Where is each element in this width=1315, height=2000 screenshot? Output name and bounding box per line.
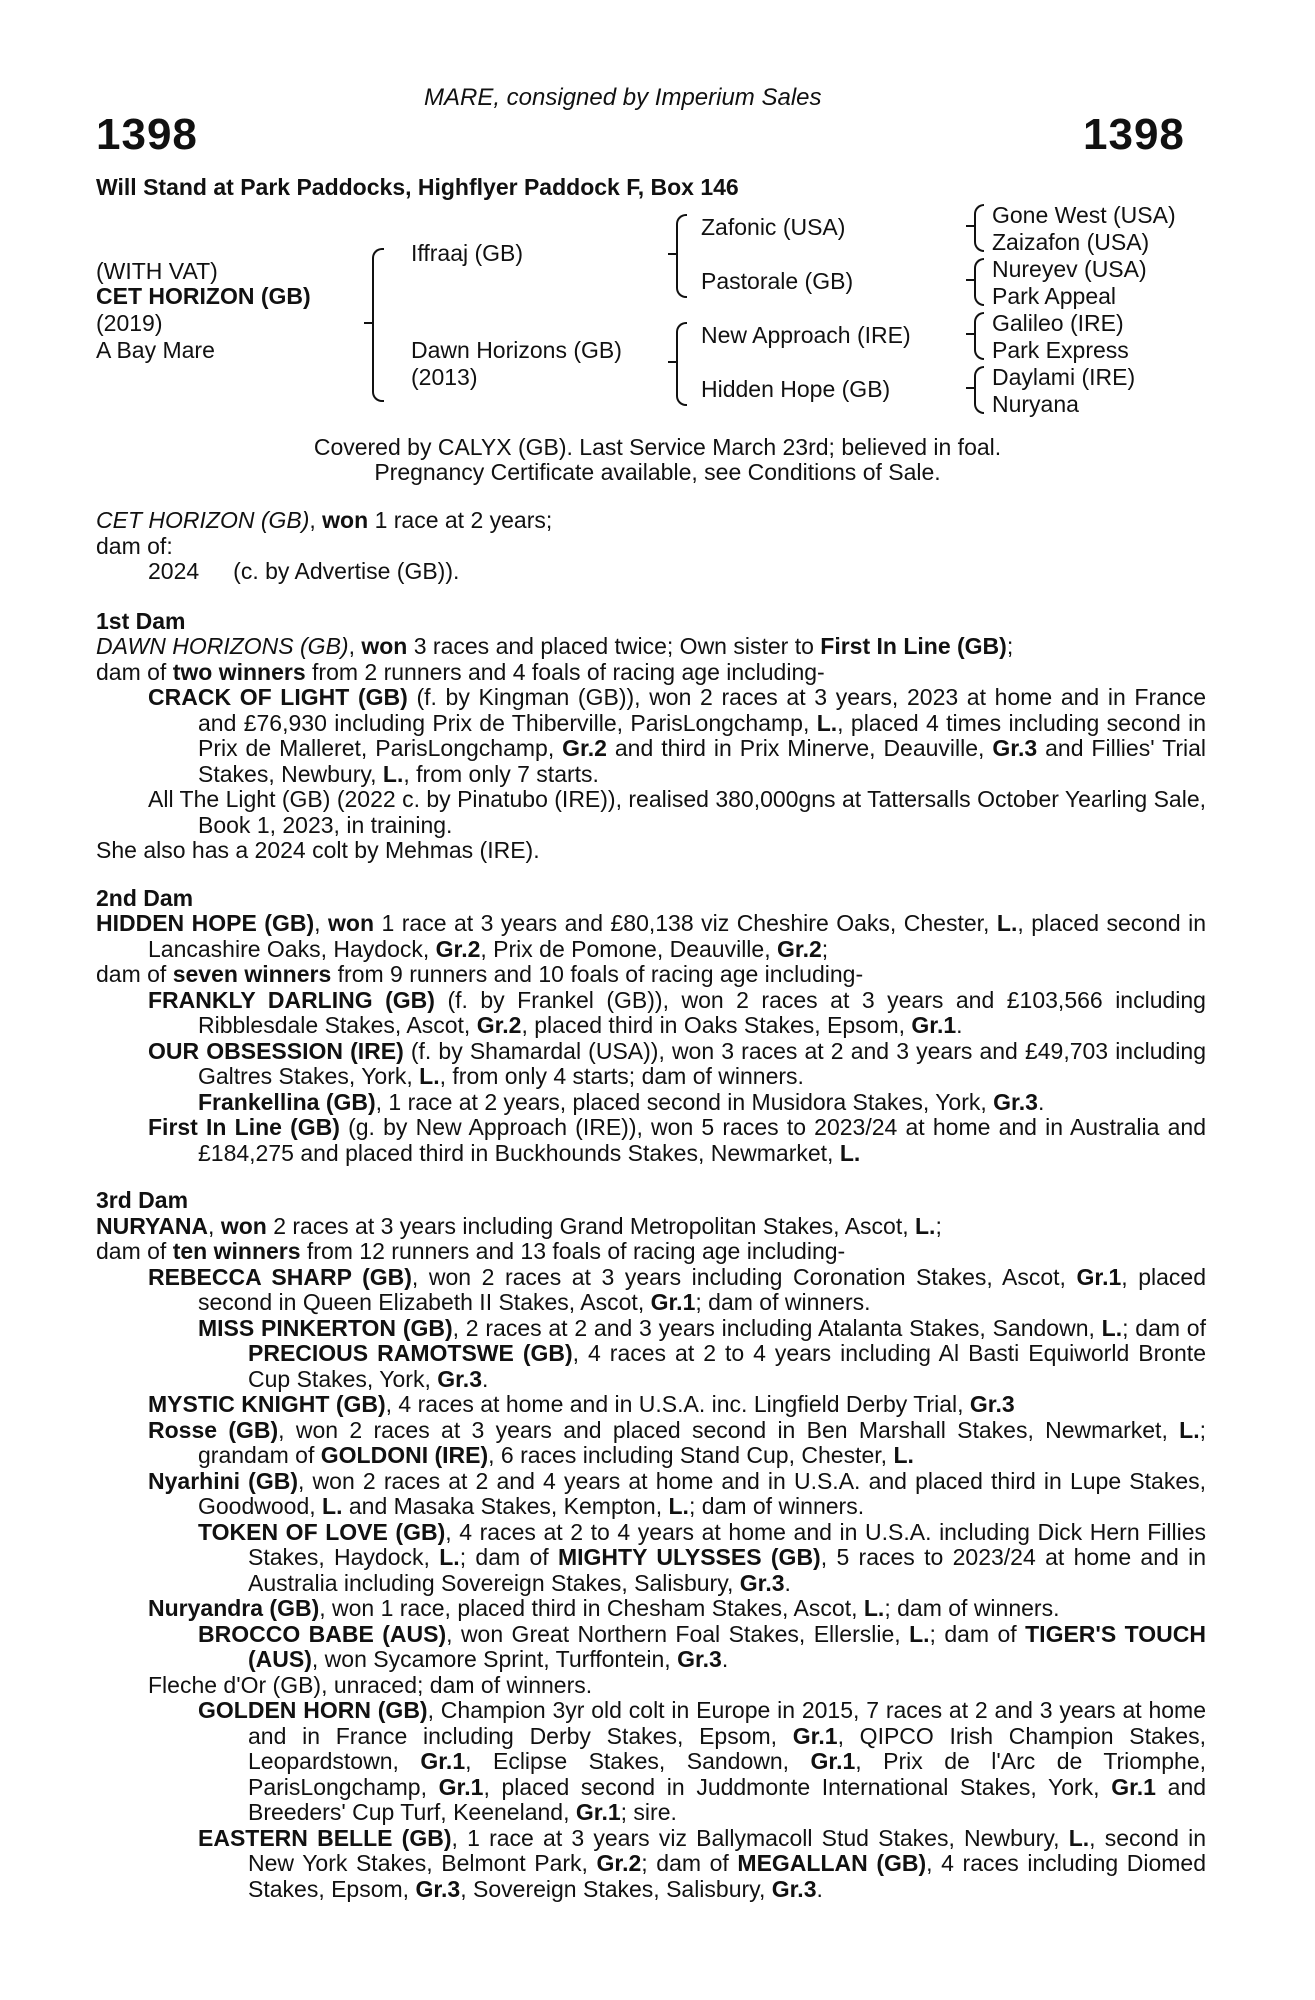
e1-l1: L.: [816, 709, 838, 736]
ddd: Nuryana: [992, 391, 1079, 417]
r7-t1: , won 1 race, placed third in Chesham Stakes, Ascot,: [319, 1595, 858, 1621]
r5-name: Nyarhini (GB): [148, 1467, 298, 1494]
covered-line-2: Pregnancy Certificate available, see Conditions of Sale.: [374, 459, 941, 485]
first-dam-runners: from 2 runners and 4 foals of racing age including-: [312, 658, 825, 685]
r8-l: L.: [909, 1620, 930, 1647]
r12-name: EASTERN BELLE (GB): [198, 1824, 452, 1851]
r5-t1: , won 2 races at 2 and 4 years at home and in U.S.A. and placed third in Lupe Stakes, Goodwood,: [198, 1467, 1207, 1519]
r9-t1: , won Sycamore Sprint, Turffontein,: [311, 1646, 671, 1672]
r3-g: Gr.3: [969, 1391, 1015, 1417]
r2-t2: ; dam of: [1122, 1314, 1206, 1341]
dds: Daylami (IRE): [992, 364, 1136, 390]
f1-name: FRANKLY DARLING (GB): [148, 986, 435, 1013]
brace-gen1-point: [364, 322, 372, 324]
r6-t3: , 5 races to 2023/24 at home and in Australia including Sovereign Stakes, Salisbury,: [248, 1544, 1207, 1596]
r12-t5: , Sovereign Stakes, Salisbury,: [460, 1875, 766, 1902]
d3-l1: L.: [915, 1212, 936, 1239]
d2-db: seven winners: [172, 961, 332, 987]
e1-g2: Gr.3: [992, 735, 1038, 761]
f3-g: Gr.3: [993, 1088, 1038, 1115]
f4-t1: (g. by New Approach (IRE)), won 5 races to 2023/24 at home and in Australia and £184,275 and placed third in Buckhounds Stakes, Newmarket,: [198, 1114, 1206, 1166]
dss: Galileo (IRE): [992, 310, 1124, 336]
r6-t1: , 4 races at 2 to 4 years at home and in U.S.A. including Dick Hern Fillies Stakes, Haydock,: [248, 1518, 1207, 1570]
d3-da: dam of: [96, 1238, 167, 1264]
r3-name: MYSTIC KNIGHT (GB): [148, 1391, 386, 1417]
f2-l: L.: [419, 1063, 440, 1089]
brace-gen1: [372, 248, 384, 402]
r2-prog: PRECIOUS RAMOTSWE (GB): [248, 1340, 573, 1366]
rebecca-sharp-entry: [96, 1265, 1206, 1316]
r5-l2: L.: [668, 1493, 689, 1519]
r11-t2: , QIPCO Irish Champion Stakes, Leopardstown,: [248, 1722, 1206, 1774]
d2-t4: ;: [821, 935, 829, 962]
brace-gen2-dam: [676, 322, 687, 406]
r11-g4: Gr.1: [438, 1773, 484, 1800]
r7-t2: ; dam of winners.: [884, 1595, 1060, 1621]
r9-t2: .: [721, 1646, 729, 1672]
lot-number-right: 1398: [1083, 110, 1185, 159]
r2-l: L.: [1101, 1314, 1123, 1341]
r9-name: TIGER'S TOUCH (AUS): [248, 1620, 1206, 1672]
r12-g2: Gr.3: [415, 1875, 461, 1902]
frankly-darling-entry: [96, 988, 1206, 1039]
first-dam-line2: [96, 660, 1206, 686]
brace-gen3-1-point: [966, 225, 974, 227]
d2-dc: from 9 runners and 10 foals of racing age including-: [337, 961, 864, 987]
first-dam-won: won: [361, 633, 408, 659]
r4-name: Rosse (GB): [148, 1416, 279, 1443]
r4-l2: L.: [893, 1442, 914, 1468]
horse-name: CET HORIZON (GB): [96, 283, 311, 309]
d2-da: dam of: [96, 961, 167, 987]
crack-of-light-entry: [96, 685, 1206, 787]
f2-t2: , from only 4 starts; dam of winners.: [439, 1063, 804, 1089]
third-dam-record: NURYANA, won 2 races at 3 years including Grand Metropolitan Stakes, Ascot, L.;: [96, 1212, 942, 1239]
dsd: Park Express: [992, 337, 1129, 363]
r2-t1: , 2 races at 2 and 3 years including Atalanta Stakes, Sandown,: [452, 1314, 1095, 1341]
brace-gen3-2-point: [966, 279, 974, 281]
produce-dam-of: dam of:: [96, 532, 173, 559]
crack-of-light-name: CRACK OF LIGHT (GB): [148, 684, 408, 710]
first-dam-title: 1st Dam: [96, 607, 186, 634]
third-dam-won: won: [220, 1212, 267, 1239]
third-dam-name: NURYANA: [96, 1212, 209, 1239]
d2-l1: L.: [996, 910, 1018, 936]
e1-g1: Gr.2: [562, 735, 607, 761]
all-the-light-entry: All The Light (GB) (2022 c. by Pinatubo (IRE)), realised 380,000gns at Tattersalls October Yearling Sale, Book 1, 2023, in training.: [148, 786, 1206, 838]
f1-t1: (f. by Frankel (GB)), won 2 races at 3 years and £103,566 including Ribblesdale Stakes, Ascot,: [198, 986, 1206, 1038]
sss: Gone West (USA): [992, 202, 1176, 228]
third-dam-damof: [96, 1239, 1206, 1265]
r8-t2: ; dam of: [929, 1620, 1017, 1647]
r11-name: GOLDEN HORN (GB): [198, 1697, 428, 1723]
f1-g1: Gr.2: [476, 1012, 522, 1038]
d3-dc: from 12 runners and 13 foals of racing age including-: [306, 1238, 846, 1264]
token-of-love-entry: [96, 1520, 1206, 1597]
sire-sire: Zafonic (USA): [701, 214, 846, 240]
e1-t5: , from only 7 starts.: [403, 760, 599, 787]
r1-g2: Gr.1: [650, 1289, 696, 1315]
e1-l2: L.: [382, 760, 404, 787]
d2-g2: Gr.2: [777, 935, 822, 962]
dam: Dawn Horizons (GB): [411, 337, 622, 363]
vat-label: (WITH VAT): [96, 258, 218, 284]
f4-l: L.: [839, 1139, 861, 1166]
our-obsession-entry: [96, 1039, 1206, 1090]
first-in-line-entry: [96, 1115, 1206, 1166]
r6-prog: MIGHTY ULYSSES (GB): [557, 1544, 821, 1570]
brace-gen3-4: [974, 366, 984, 414]
r4-t2: ; grandam of: [198, 1416, 1207, 1468]
r4-prog: GOLDONI (IRE): [320, 1442, 489, 1468]
mystic-knight-entry: [96, 1392, 1206, 1418]
dam-sire: New Approach (IRE): [701, 322, 911, 348]
consignor-line: MARE, consigned by Imperium Sales: [424, 84, 822, 111]
first-dam-damof: dam of: [96, 658, 167, 685]
r6-l: L.: [439, 1544, 460, 1570]
miss-pinkerton-entry: [96, 1316, 1206, 1393]
brace-gen2-sire: [676, 214, 687, 298]
third-dam-title: 3rd Dam: [96, 1187, 189, 1213]
brace-gen3-2: [974, 258, 984, 306]
f1-g2: Gr.1: [911, 1012, 957, 1038]
second-dam-name: HIDDEN HOPE (GB): [96, 910, 315, 936]
d3-db: ten winners: [172, 1238, 301, 1264]
sds: Nureyev (USA): [992, 256, 1147, 282]
nyarhini-entry: [96, 1469, 1206, 1520]
sdd: Park Appeal: [992, 283, 1117, 309]
f3-t2: .: [1037, 1088, 1045, 1115]
e1-t3: and third in Prix Minerve, Deauville,: [614, 735, 985, 761]
rosse-entry: [96, 1418, 1206, 1469]
r12-t1: , 1 race at 3 years viz Ballymacoll Stud Stakes, Newbury,: [451, 1824, 1060, 1851]
produce-record: CET HORIZON (GB), won 1 race at 2 years;: [96, 507, 553, 533]
r3-t1: , 4 races at home and in U.S.A. inc. Lingfield Derby Trial,: [385, 1391, 964, 1417]
produce-foal-text: (c. by Advertise (GB)).: [233, 558, 460, 584]
d2-t3: , Prix de Pomone, Deauville,: [480, 935, 771, 962]
nuryandra-entry: [96, 1596, 1206, 1622]
r12-prog: MEGALLAN (GB): [737, 1850, 927, 1876]
r7-name: Nuryandra (GB): [148, 1595, 320, 1621]
first-dam-sister: First In Line (GB): [820, 633, 1007, 659]
r5-l1: L.: [322, 1493, 343, 1519]
r2-g: Gr.3: [437, 1365, 482, 1392]
r1-t1: , won 2 races at 3 years including Coronation Stakes, Ascot,: [411, 1263, 1066, 1290]
first-dam-text: 3 races and placed twice; Own sister to: [413, 633, 814, 659]
second-dam-won: won: [328, 910, 375, 936]
produce-name: CET HORIZON (GB): [96, 507, 310, 533]
dam-year: (2013): [411, 364, 478, 390]
f3-name: Frankellina (GB): [198, 1088, 376, 1115]
ssd: Zaizafon (USA): [992, 229, 1150, 255]
d2-g1: Gr.2: [435, 935, 481, 962]
lot-number-left: 1398: [96, 110, 198, 159]
d3-t2: ;: [935, 1212, 942, 1239]
brace-gen3-3: [974, 312, 984, 360]
brace-gen3-4-point: [966, 387, 974, 389]
r7-l: L.: [863, 1595, 885, 1621]
dam-dam: Hidden Hope (GB): [701, 376, 891, 402]
sire-dam: Pastorale (GB): [701, 268, 854, 294]
f1-t2: , placed third in Oaks Stakes, Epsom,: [521, 1012, 905, 1038]
d3-t1: 2 races at 3 years including Grand Metropolitan Stakes, Ascot,: [273, 1212, 909, 1239]
d2-t1: 1 race at 3 years and £80,138 viz Cheshire Oaks, Chester,: [381, 910, 990, 936]
f1-t3: .: [956, 1012, 963, 1038]
r4-t1: , won 2 races at 3 years and placed second in Ben Marshall Stakes, Newmarket,: [278, 1416, 1168, 1443]
r9-g: Gr.3: [677, 1646, 722, 1672]
r1-g1: Gr.1: [1076, 1263, 1122, 1290]
sire: Iffraaj (GB): [411, 240, 524, 266]
r6-g: Gr.3: [739, 1569, 785, 1596]
r11-t7: ; sire.: [620, 1799, 677, 1825]
f3-t1: , 1 race at 2 years, placed second in Musidora Stakes, York,: [375, 1088, 987, 1115]
r12-t3: ; dam of: [641, 1850, 729, 1876]
d2-t2: , placed second in Lancashire Oaks, Haydock,: [148, 910, 1207, 962]
f4-name: First In Line (GB): [148, 1114, 340, 1140]
first-dam-name: DAWN HORIZONS (GB): [96, 633, 349, 659]
f2-name: OUR OBSESSION (IRE): [148, 1037, 404, 1064]
horse-year: (2019): [96, 310, 163, 336]
eastern-belle-entry: [96, 1826, 1206, 1903]
brace-gen3-1: [974, 204, 984, 252]
golden-horn-entry: [96, 1698, 1206, 1826]
second-dam-record: HIDDEN HOPE (GB), won 1 race at 3 years and £80,138 viz Cheshire Oaks, Chester, L., placed second in Lancashire Oaks, Haydock, Gr.2, Prix de Pomone, Deauville, Gr.2;: [96, 910, 1207, 962]
r1-t3: ; dam of winners.: [695, 1289, 871, 1315]
brace-gen2-sire-point: [668, 253, 676, 255]
produce-foal-year: 2024: [148, 558, 200, 584]
frankellina-entry: [96, 1090, 1206, 1116]
brace-gen2-dam-point: [668, 361, 676, 363]
r12-l: L.: [1068, 1824, 1090, 1851]
second-dam-title: 2nd Dam: [96, 884, 194, 911]
r8-name: BROCCO BABE (AUS): [198, 1620, 447, 1647]
f2-t1: (f. by Shamardal (USA)), won 3 races at 2 and 3 years and £49,703 including Galtres Stakes, York,: [198, 1037, 1206, 1089]
r8-t1: , won Great Northern Foal Stakes, Ellerslie,: [446, 1620, 901, 1647]
r11-t4: , Prix de l'Arc de Triomphe, ParisLongchamp,: [248, 1748, 1207, 1800]
r11-g6: Gr.1: [575, 1799, 621, 1825]
r12-t2: , second in New York Stakes, Belmont Park,: [248, 1824, 1207, 1876]
first-dam-end: ;: [1006, 633, 1014, 659]
r11-g5: Gr.1: [1111, 1773, 1156, 1800]
r4-t3: , 6 races including Stand Cup, Chester,: [488, 1442, 888, 1468]
r12-g3: Gr.3: [771, 1875, 817, 1902]
covered-line-1: Covered by CALYX (GB). Last Service March 23rd; believed in foal.: [313, 434, 1002, 460]
r2-t4: .: [482, 1365, 489, 1392]
r12-t6: .: [816, 1875, 823, 1902]
horse-description: A Bay Mare: [96, 337, 215, 363]
r11-t6: and Breeders' Cup Turf, Keeneland,: [248, 1773, 1207, 1825]
r1-t2: , placed second in Queen Elizabeth II Stakes, Ascot,: [198, 1263, 1207, 1315]
r12-t4: , 4 races including Diomed Stakes, Epsom,: [248, 1850, 1207, 1902]
r11-t1: , Champion 3yr old colt in Europe in 2015, 7 races at 2 and 3 years at home and in France including Derby Stakes, Epsom,: [248, 1697, 1206, 1749]
r11-g3: Gr.1: [810, 1748, 856, 1774]
r6-name: TOKEN OF LOVE (GB): [198, 1518, 446, 1545]
produce-foal: [96, 559, 1206, 585]
produce-won: won: [322, 507, 369, 533]
e1-t2: , placed 4 times including second in Prix de Malleret, ParisLongchamp,: [198, 709, 1207, 761]
e1-t4: and Fillies' Trial Stakes, Newbury,: [198, 735, 1206, 787]
produce-rest: 1 race at 2 years;: [374, 507, 553, 533]
e1-t1: (f. by Kingman (GB)), won 2 races at 3 years, 2023 at home and in France and £76,930 including Prix de Thiberville, ParisLongchamp,: [198, 684, 1207, 736]
r11-t5: , placed second in Juddmonte International Stakes, York,: [483, 1773, 1100, 1800]
catalogue-body: [96, 508, 1206, 1902]
second-dam-damof: [96, 962, 1206, 988]
r1-name: REBECCA SHARP (GB): [148, 1263, 412, 1290]
r2-name: MISS PINKERTON (GB): [198, 1314, 453, 1341]
r2-t3: , 4 races at 2 to 4 years including Al Basti Equiworld Bronte Cup Stakes, York,: [248, 1340, 1206, 1392]
r5-t3: ; dam of winners.: [688, 1493, 865, 1519]
r5-t2: and Masaka Stakes, Kempton,: [348, 1493, 663, 1519]
brocco-babe-entry: [96, 1622, 1206, 1673]
r11-g2: Gr.1: [420, 1748, 466, 1774]
stand-location: Will Stand at Park Paddocks, Highflyer Paddock F, Box 146: [96, 174, 739, 200]
first-dam-also: She also has a 2024 colt by Mehmas (IRE).: [96, 837, 540, 863]
r4-l1: L.: [1179, 1416, 1200, 1443]
fleche-dor-entry: Fleche d'Or (GB), unraced; dam of winners.: [148, 1671, 593, 1698]
r11-t3: , Eclipse Stakes, Sandown,: [465, 1748, 790, 1774]
r6-t2: ; dam of: [459, 1544, 549, 1570]
r11-g1: Gr.1: [792, 1722, 838, 1749]
brace-gen3-3-point: [966, 333, 974, 335]
r12-g1: Gr.2: [596, 1850, 642, 1876]
r6-t4: .: [784, 1569, 791, 1596]
first-dam-winners: two winners: [172, 658, 306, 685]
first-dam-line1: DAWN HORIZONS (GB), won 3 races and placed twice; Own sister to First In Line (GB);: [96, 633, 1014, 659]
